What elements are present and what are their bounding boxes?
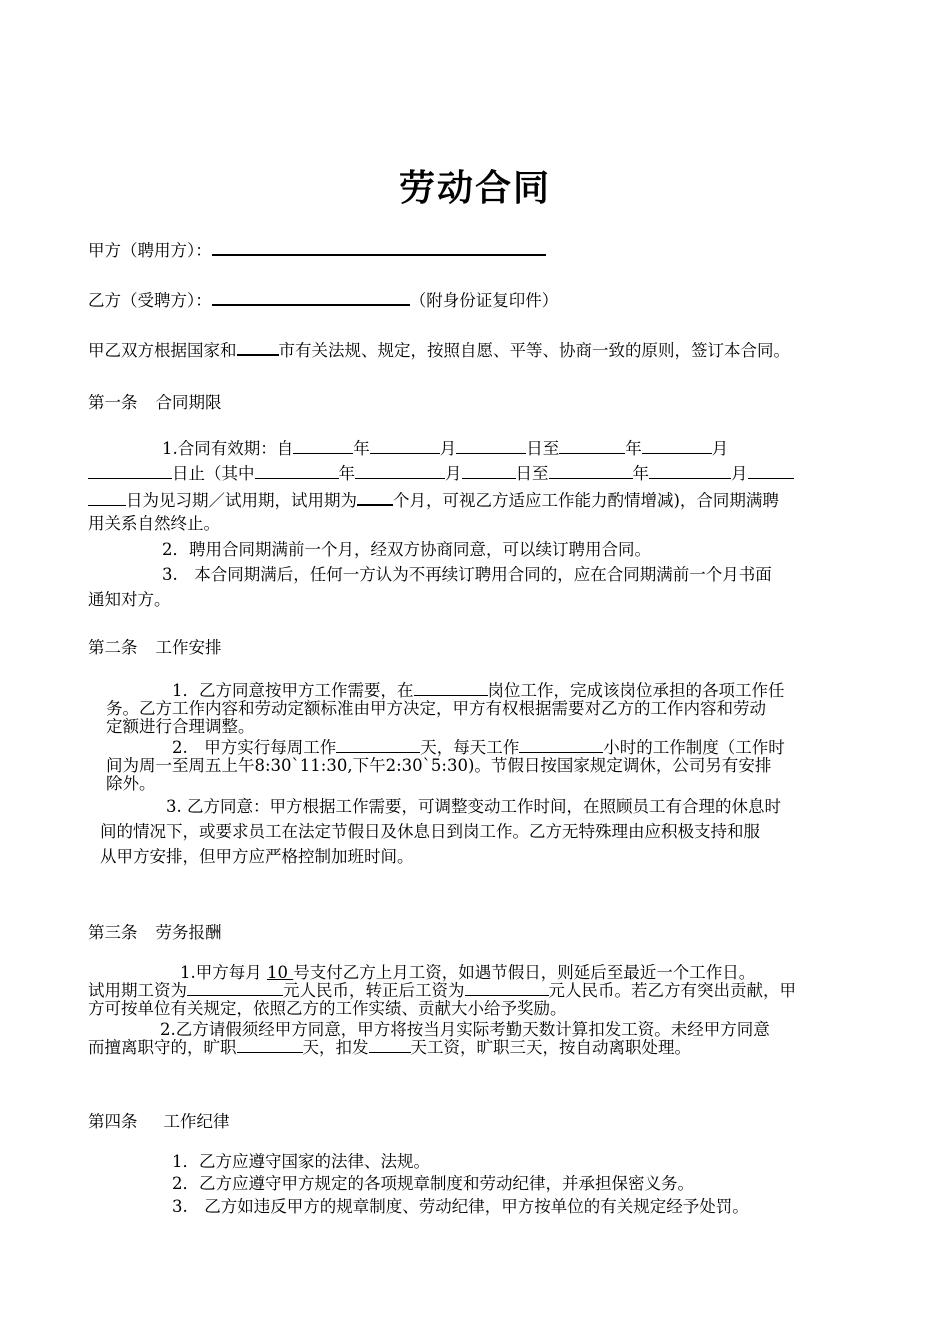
s1-c3-line1: 3. 本合同期满后，任何一方认为不再续订聘用合同的，应在合同期满前一个月书面 — [162, 565, 772, 584]
trial-words: 日为见习期／试用期，试用期为 — [126, 491, 357, 510]
party-a-label: 甲方（聘用方）： — [88, 241, 212, 260]
section1-heading — [88, 389, 222, 413]
month-word: 月 — [439, 439, 457, 458]
s4-c3: 3. 乙方如违反甲方的规章制度、劳动纪律，甲方按单位的有关规定经予处罚。 — [172, 1197, 749, 1216]
s3-c2-line2 — [88, 1038, 691, 1058]
s3-c1-l2c: 元人民币。若乙方有突出贡献，甲 — [548, 981, 796, 1000]
position-blank[interactable] — [414, 681, 488, 696]
section3-number: 第三条 — [88, 923, 138, 942]
section4-title: 工作纪律 — [163, 1112, 230, 1131]
party-a-line — [88, 240, 546, 261]
day-to-word: 日至 — [526, 439, 560, 458]
trial-salary-blank[interactable] — [187, 981, 283, 996]
party-b-line — [88, 290, 558, 311]
year-word: 年 — [338, 464, 355, 483]
s1-c1-line1 — [162, 439, 728, 459]
days-per-week-blank[interactable] — [336, 738, 420, 753]
s3-c2-b: 天，扣发 — [302, 1038, 369, 1057]
preamble-part2: 市有关法规、规定，按照自愿、平等、协商一致的原则，签订本合同。 — [278, 341, 790, 360]
section3-title: 劳务报酬 — [155, 923, 222, 942]
trial-months-blank[interactable] — [357, 490, 393, 506]
s4-c1: 1．乙方应遵守国家的法律、法规。 — [172, 1152, 430, 1171]
s3-c1-line2 — [88, 981, 796, 1001]
s3-c1-line1 — [180, 963, 755, 983]
document-title: 劳动合同 — [398, 168, 551, 209]
year-word: 年 — [353, 439, 370, 458]
s3-c1-line3: 方可按单位有关规定，依照乙方的工作实绩、贡献大小给予奖励。 — [88, 999, 567, 1018]
absence-days-blank[interactable] — [237, 1038, 303, 1053]
section1-number: 第一条 — [88, 393, 138, 412]
section1-title: 合同期限 — [155, 393, 222, 412]
blank[interactable] — [549, 464, 633, 479]
blank[interactable] — [462, 464, 516, 479]
blank[interactable] — [649, 464, 731, 479]
section2-number: 第二条 — [88, 638, 138, 657]
hours-per-day-blank[interactable] — [519, 738, 603, 753]
section2-heading — [88, 634, 222, 658]
month-word: 月 — [445, 464, 462, 483]
s2-c2-line1 — [172, 738, 785, 758]
party-b-blank[interactable] — [212, 290, 410, 306]
blank[interactable] — [370, 439, 440, 454]
s2-c3-line2: 间的情况下，或要求员工在法定节假日及休息日到岗工作。乙方无特殊理由应积极支持和服 — [100, 822, 760, 841]
s3-c1-l2b: 元人民币，转正后工资为 — [283, 981, 465, 1000]
day-end-word: 日止（其中 — [172, 464, 255, 483]
preamble-part1: 甲乙双方根据国家和 — [88, 341, 237, 360]
party-b-label: 乙方（受聘方）： — [88, 291, 212, 310]
blank[interactable] — [355, 464, 445, 479]
s4-c2: 2．乙方应遵守甲方规定的各项规章制度和劳动纪律，并承担保密义务。 — [172, 1174, 694, 1193]
s2-c2-a: 2. 甲方实行每周工作 — [172, 738, 337, 757]
s2-c1-b: 岗位工作，完成该岗位承担的各项工作任 — [487, 681, 785, 700]
s1-c1-line4: 用关系自然终止。 — [88, 514, 220, 533]
month-word: 月 — [711, 439, 729, 458]
blank[interactable] — [255, 464, 339, 479]
s2-c3-line3: 从甲方安排，但甲方应严格控制加班时间。 — [100, 847, 414, 866]
blank[interactable] — [293, 439, 353, 454]
blank[interactable] — [88, 464, 172, 479]
s2-c1-line1 — [172, 681, 785, 701]
party-b-note: （附身份证复印件） — [409, 291, 559, 310]
s1-c1-lead: 1.合同有效期：自 — [162, 439, 294, 458]
city-blank[interactable] — [237, 340, 279, 356]
party-a-blank[interactable] — [212, 240, 546, 256]
s1-c2: 2．聘用合同期满前一个月，经双方协商同意，可以续订聘用合同。 — [162, 540, 651, 559]
month-word: 月 — [731, 464, 748, 483]
s3-c1-l2a: 试用期工资为 — [88, 981, 187, 1000]
pay-day-value: 10 — [267, 963, 294, 982]
blank[interactable] — [559, 439, 625, 454]
year-word: 年 — [625, 439, 642, 458]
section4-heading — [88, 1108, 230, 1132]
blank[interactable] — [456, 439, 526, 454]
day-to-word: 日至 — [515, 464, 549, 483]
s2-c1-line3: 定额进行合理调整。 — [106, 717, 255, 736]
section2-title: 工作安排 — [155, 638, 222, 657]
s3-c2-line1: 2.乙方请假须经甲方同意，甲方将按当月实际考勤天数计算扣发工资。未经甲方同意 — [160, 1020, 770, 1039]
s3-c2-a: 而擅离职守的，旷职 — [88, 1038, 237, 1057]
section4-number: 第四条 — [88, 1112, 138, 1131]
section3-heading — [88, 919, 222, 943]
s2-c2-line2: 间为周一至周五上午8:30`11:30,下午2:30`5:30)。节假日按国家规定调休，公司另有安排 — [106, 756, 772, 775]
s1-c1-tail: 个月，可视乙方适应工作能力酌情增减)，合同期满聘 — [393, 491, 779, 510]
s2-c1-line2: 务。乙方工作内容和劳动定额标准由甲方决定，甲方有权根据需要对乙方的工作内容和劳动 — [106, 699, 766, 718]
s3-c1-b: 号支付乙方上月工资，如遇节假日，则延后至最近一个工作日。 — [293, 963, 756, 982]
s3-c1-a: 1.甲方每月 — [180, 963, 267, 982]
s1-c1-line3 — [88, 490, 779, 511]
year-word: 年 — [632, 464, 649, 483]
s3-c2-c: 天工资，旷职三天，按自动离职处理。 — [410, 1038, 691, 1057]
s2-c2-c: 小时的工作制度（工作时 — [603, 738, 785, 757]
s2-c3-line1: 3. 乙方同意：甲方根据工作需要，可调整变动工作时间，在照顾员工有合理的休息时 — [166, 797, 781, 816]
s2-c1-a: 1．乙方同意按甲方工作需要，在 — [172, 681, 414, 700]
regular-salary-blank[interactable] — [465, 981, 549, 996]
s1-c3-line2: 通知对方。 — [88, 590, 171, 609]
blank[interactable] — [642, 439, 712, 454]
s2-c2-line3: 除外。 — [106, 774, 156, 793]
s2-c2-b: 天，每天工作 — [420, 738, 520, 757]
blank[interactable] — [88, 491, 126, 506]
preamble — [88, 340, 790, 361]
blank[interactable] — [748, 464, 794, 479]
deduct-days-blank[interactable] — [369, 1038, 411, 1053]
s1-c1-line2 — [88, 464, 794, 484]
